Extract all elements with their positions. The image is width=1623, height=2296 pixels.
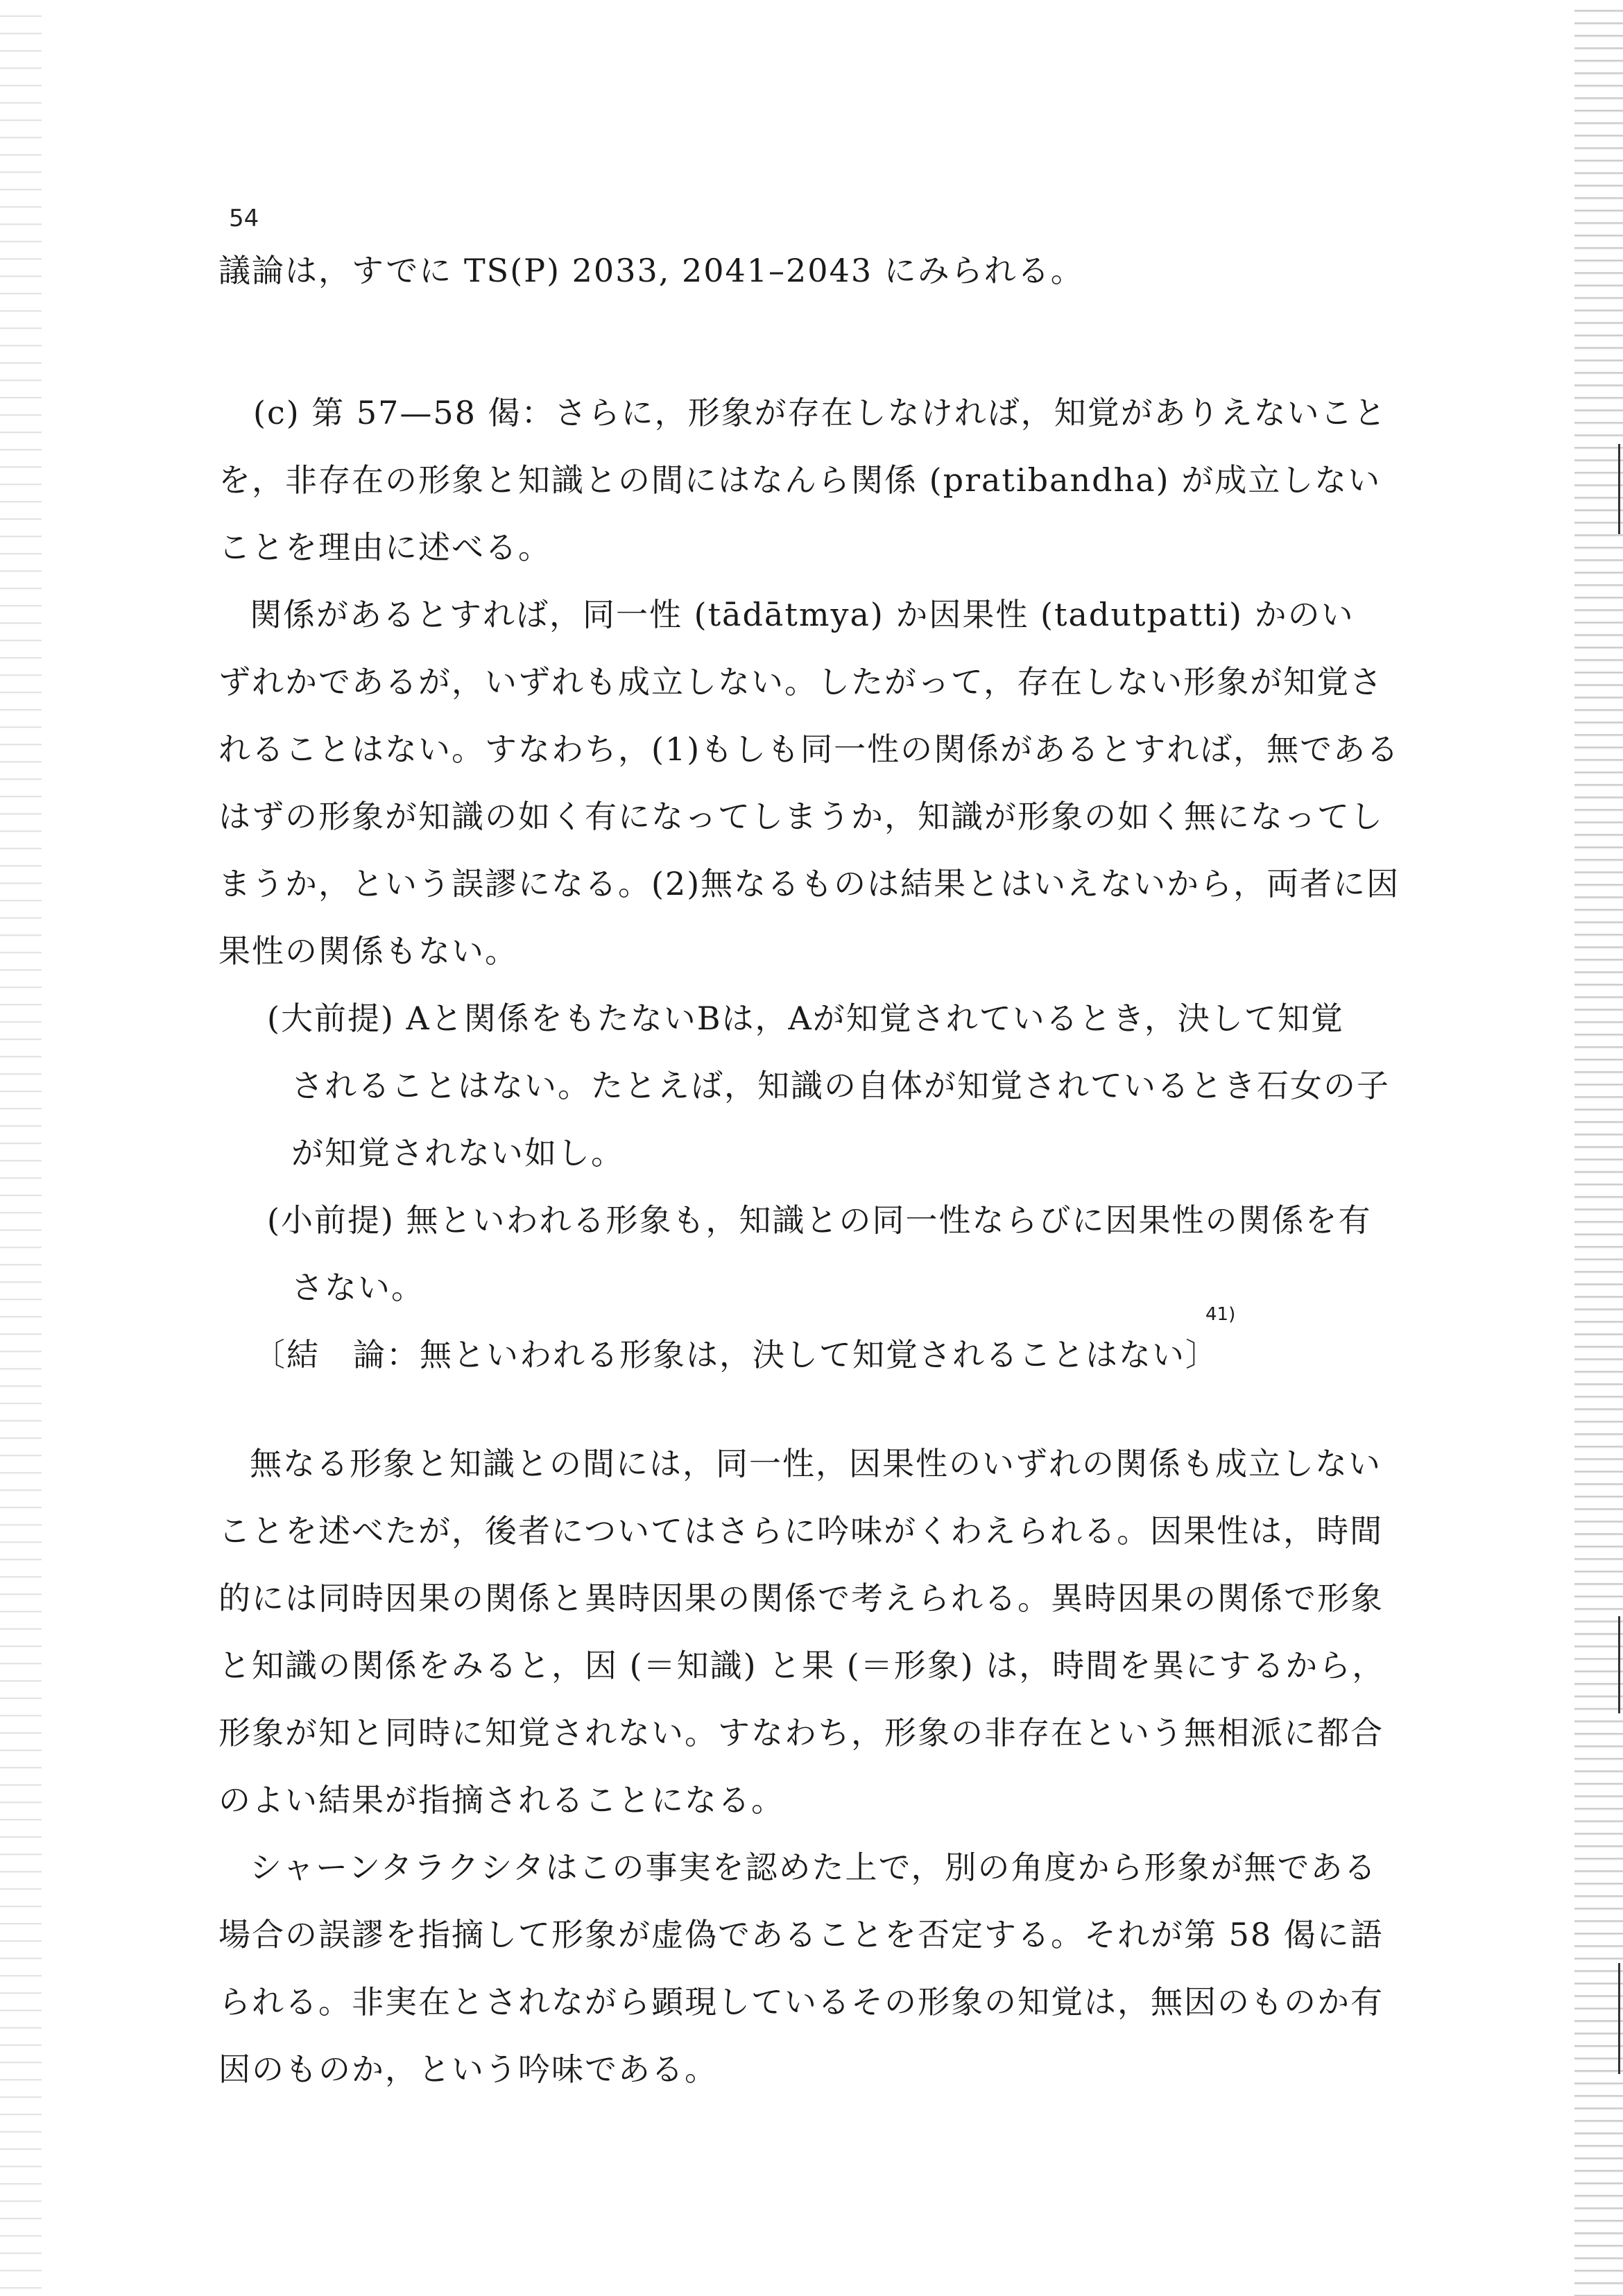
text-line: まうか，という誤謬になる。(2)無なるものは結果とはいえないから，両者に因 [218, 865, 1400, 902]
text-line: ことを述べたが，後者についてはさらに吟味がくわえられる。因果性は，時間 [218, 1512, 1384, 1550]
text-line: (大前提) Aと関係をもたないBは，Aが知覚されているとき，決して知覚 [267, 1000, 1344, 1037]
text-line: と知識の関係をみると，因 (＝知識) と果 (＝形象) は，時間を異にするから， [218, 1647, 1386, 1684]
scan-edge-mark [1618, 1963, 1620, 2074]
text-line: シャーンタラクシタはこの事実を認めた上で，別の角度から形象が無である [250, 1849, 1377, 1886]
text-line: (小前提) 無といわれる形象も，知識との同一性ならびに因果性の関係を有 [267, 1201, 1372, 1239]
text-line: 関係があるとすれば，同一性 (tādātmya) か因果性 (tadutpatti) かのい [250, 596, 1355, 633]
scan-edge-mark [1618, 444, 1620, 534]
text-line: 因のものか，という吟味である。 [218, 2050, 718, 2088]
text-line: 無なる形象と知識との間には，同一性，因果性のいずれの関係も成立しない [250, 1445, 1382, 1482]
text-line: 形象が知と同時に知覚されない。すなわち，形象の非存在という無相派に都合 [218, 1714, 1384, 1751]
text-line: られる。非実在とされながら顕現しているその形象の知覚は，無因のものか有 [218, 1983, 1384, 2021]
text-line: ずれかであるが，いずれも成立しない。したがって，存在しない形象が知覚さ [218, 663, 1384, 701]
text-line: 場合の誤謬を指摘して形象が虚偽であることを否定する。それが第 58 偈に語 [218, 1916, 1384, 1953]
text-line: ことを理由に述べる。 [218, 529, 551, 566]
text-line: 〔結 論：無といわれる形象は，決して知覚されることはない〕 [253, 1336, 1219, 1373]
text-line: 的には同時因果の関係と異時因果の関係で考えられる。異時因果の関係で形象 [218, 1579, 1384, 1617]
text-line: れることはない。すなわち，(1)もしも同一性の関係があるとすれば，無である [218, 730, 1400, 768]
footnote-ref: 41) [1205, 1304, 1236, 1325]
text-line: されることはない。たとえば，知識の自体が知覚されているとき石女の子 [291, 1067, 1390, 1104]
scan-left-margin [0, 0, 42, 2296]
text-line: はずの形象が知識の如く有になってしまうか，知識が形象の如く無になってし [218, 798, 1384, 835]
text-line: さない。 [291, 1269, 424, 1306]
text-line: が知覚されない如し。 [291, 1134, 624, 1172]
page-number: 54 [229, 205, 259, 232]
text-line: を，非存在の形象と知識との間にはなんら関係 (pratibandha) が成立しない [218, 461, 1382, 499]
scan-right-margin [1574, 0, 1623, 2296]
text-line: 果性の関係もない。 [218, 932, 518, 970]
text-line: (c) 第 57—58 偈：さらに，形象が存在しなければ，知覚がありえないこと [253, 394, 1387, 431]
scan-edge-mark [1618, 1616, 1620, 1713]
text-line: のよい結果が指摘されることになる。 [218, 1781, 784, 1819]
text-line: 議論は，すでに TS(P) 2033, 2041–2043 にみられる。 [218, 252, 1084, 289]
